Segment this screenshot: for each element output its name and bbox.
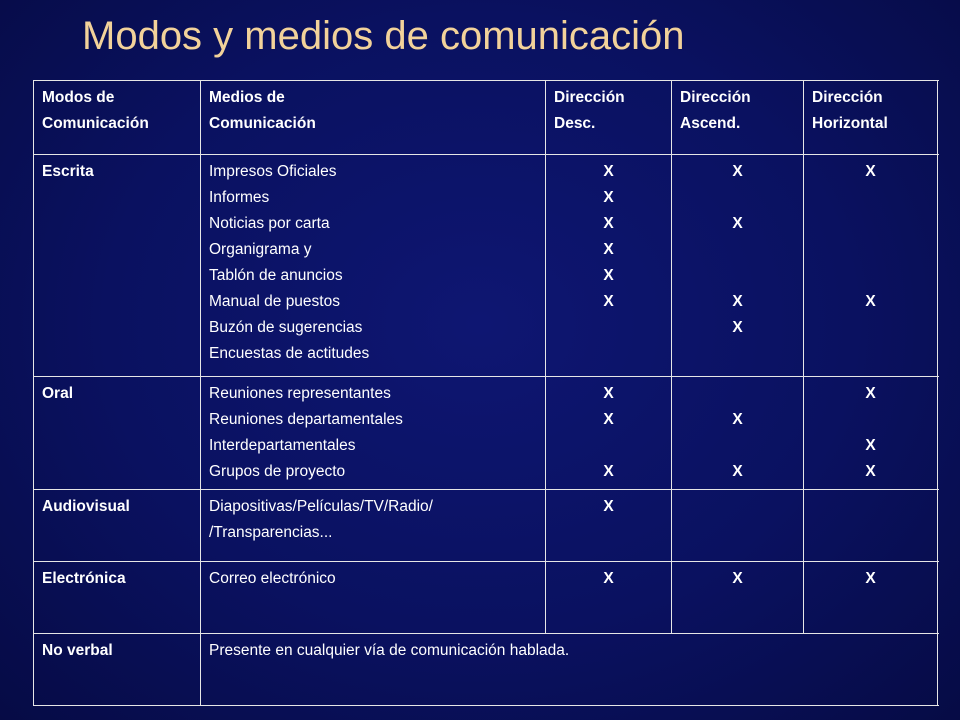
- header-text: Dirección: [680, 89, 751, 106]
- mark-x: [554, 341, 663, 367]
- media-cell: [201, 377, 546, 490]
- mark-x: [812, 237, 929, 263]
- direction-horizontal-cell: [804, 377, 938, 490]
- direction-desc-cell: [546, 155, 672, 377]
- media-item: Manual de puestos: [209, 293, 340, 310]
- media-item: Noticias por carta: [209, 215, 330, 232]
- mark-x: X: [603, 411, 614, 428]
- mark-x: X: [732, 215, 743, 232]
- nonverbal-text: Presente en cualquier vía de comunicación hablada.: [201, 634, 938, 706]
- media-item: Grupos de proyecto: [209, 463, 346, 480]
- header-modes: [34, 81, 201, 155]
- mark-x: X: [603, 241, 614, 258]
- header-text: Dirección: [812, 89, 883, 106]
- header-direction-horizontal: [804, 81, 938, 155]
- mark-x: X: [732, 463, 743, 480]
- table-row: [34, 490, 938, 562]
- media-item: Buzón de sugerencias: [209, 319, 363, 336]
- media-item: Interdepartamentales: [209, 437, 356, 454]
- mark-x: [680, 263, 795, 289]
- mark-x: X: [865, 163, 876, 180]
- header-text: Ascend.: [680, 115, 741, 132]
- header-text: Desc.: [554, 115, 596, 132]
- mark-x: [812, 315, 929, 341]
- direction-desc-cell: [546, 490, 672, 562]
- mark-x: X: [603, 267, 614, 284]
- header-direction-desc: [546, 81, 672, 155]
- mode-cell: Audiovisual: [34, 490, 201, 562]
- direction-desc-cell: [546, 562, 672, 634]
- table-row: [34, 562, 938, 634]
- mark-x: [554, 433, 663, 459]
- mark-x: [554, 315, 663, 341]
- direction-horizontal-cell: [804, 562, 938, 634]
- header-direction-ascend: [672, 81, 804, 155]
- header-row: [34, 81, 938, 155]
- mark-x: [680, 381, 795, 407]
- mark-x: [812, 341, 929, 367]
- mark-x: X: [732, 293, 743, 310]
- mark-x: [812, 263, 929, 289]
- direction-ascend-cell: [672, 490, 804, 562]
- mark-x: X: [603, 498, 614, 515]
- mark-x: X: [865, 570, 876, 587]
- media-item: /Transparencias...: [209, 524, 333, 541]
- mark-x: X: [732, 570, 743, 587]
- mark-x: [680, 341, 795, 367]
- media-item: Organigrama y: [209, 241, 312, 258]
- mark-x: [812, 407, 929, 433]
- mark-x: [812, 185, 929, 211]
- media-cell: [201, 562, 546, 634]
- mark-x: X: [603, 189, 614, 206]
- direction-desc-cell: [546, 377, 672, 490]
- mark-x: X: [865, 437, 876, 454]
- mark-x: X: [603, 293, 614, 310]
- mode-cell: No verbal: [34, 634, 201, 706]
- direction-horizontal-cell: [804, 155, 938, 377]
- mark-x: X: [603, 215, 614, 232]
- mark-x: [680, 433, 795, 459]
- media-item: Encuestas de actitudes: [209, 345, 370, 362]
- mark-x: [812, 211, 929, 237]
- media-item: Reuniones representantes: [209, 385, 391, 402]
- mark-x: [680, 185, 795, 211]
- mark-x: X: [732, 411, 743, 428]
- mark-x: X: [603, 163, 614, 180]
- mode-cell: Electrónica: [34, 562, 201, 634]
- direction-ascend-cell: [672, 562, 804, 634]
- mark-x: X: [732, 319, 743, 336]
- mark-x: [680, 237, 795, 263]
- mark-x: X: [732, 163, 743, 180]
- nonverbal-row: [34, 634, 938, 706]
- mark-x: X: [603, 463, 614, 480]
- direction-horizontal-cell: [804, 490, 938, 562]
- media-item: Informes: [209, 189, 270, 206]
- header-text: Comunicación: [209, 115, 316, 132]
- mark-x: X: [865, 293, 876, 310]
- media-item: Diapositivas/Películas/TV/Radio/: [209, 498, 433, 515]
- slide-title: Modos y medios de comunicación: [82, 14, 685, 58]
- media-item: Impresos Oficiales: [209, 163, 337, 180]
- direction-ascend-cell: [672, 377, 804, 490]
- media-cell: [201, 490, 546, 562]
- communication-table: [33, 80, 938, 706]
- header-text: Horizontal: [812, 115, 888, 132]
- mark-x: X: [865, 385, 876, 402]
- media-item: Tablón de anuncios: [209, 267, 343, 284]
- mark-x: X: [865, 463, 876, 480]
- header-media: [201, 81, 546, 155]
- media-item: Correo electrónico: [209, 570, 336, 587]
- header-text: Modos de: [42, 89, 115, 106]
- mode-cell: Escrita: [34, 155, 201, 377]
- mark-x: X: [603, 570, 614, 587]
- table-row: [34, 377, 938, 490]
- media-cell: [201, 155, 546, 377]
- header-text: Dirección: [554, 89, 625, 106]
- mode-cell: Oral: [34, 377, 201, 490]
- media-item: Reuniones departamentales: [209, 411, 403, 428]
- direction-ascend-cell: [672, 155, 804, 377]
- header-text: Medios de: [209, 89, 285, 106]
- table-row: [34, 155, 938, 377]
- header-text: Comunicación: [42, 115, 149, 132]
- mark-x: X: [603, 385, 614, 402]
